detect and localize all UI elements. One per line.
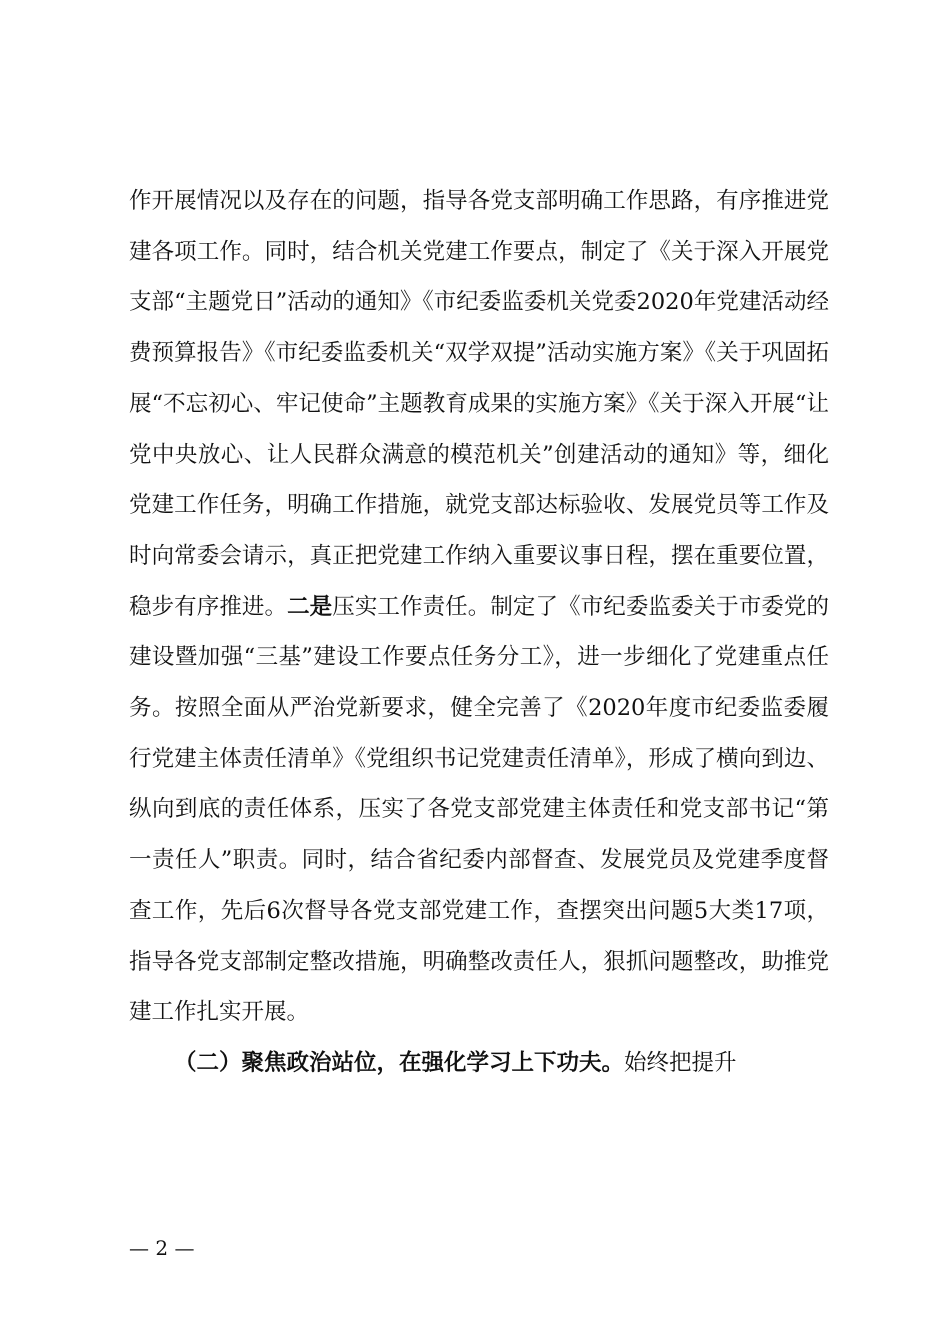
section-heading: （二）聚焦政治站位，在强化学习上下功夫。 — [174, 1049, 625, 1076]
page-number: — 2 — — [129, 1236, 195, 1260]
paragraph-continuation — [129, 176, 829, 1038]
body-text — [129, 176, 829, 1089]
text-segment: 始终把提升 — [624, 1049, 737, 1076]
text-segment: 压实工作责任。制定了《市纪委监委关于市委党的建设暨加强“三基”建设工作要点任务分工》，进一步细化了党建重点任务。按照全面从严治党新要求，健全完善了《2020年度市纪委监委履行党建主体责任清单》《党组织书记党建责任清单》，形成了横向到边、纵向到底的责任体系，压实了各党支部党建主体责任和党支部书记“第一责任人”职责。同时，结合省纪委内部督查、发展党员及党建季度督查工作，先后6次督导各党支部党建工作，查摆突出问题5大类17项，指导各党支部制定整改措施，明确整改责任人，狠抓问题整改，助推党建工作扎实开展。 — [129, 593, 829, 1026]
paragraph-section-heading — [129, 1038, 829, 1089]
text-segment: 作开展情况以及存在的问题，指导各党支部明确工作思路，有序推进党建各项工作。同时，结合机关党建工作要点，制定了《关于深入开展党支部“主题党日”活动的通知》《市纪委监委机关党委2020年党建活动经费预算报告》《市纪委监委机关“双学双提”活动实施方案》《关于巩固拓展“不忘初心、牢记使命”主题教育成果的实施方案》《关于深入开展“让党中央放心、让人民群众满意的模范机关”创建活动的通知》等，细化党建工作任务，明确工作措施，就党支部达标验收、发展党员等工作及时向常委会请示，真正把党建工作纳入重要议事日程，摆在重要位置，稳步有序推进。 — [129, 188, 829, 620]
bold-lead-phrase: 二是 — [287, 593, 333, 620]
